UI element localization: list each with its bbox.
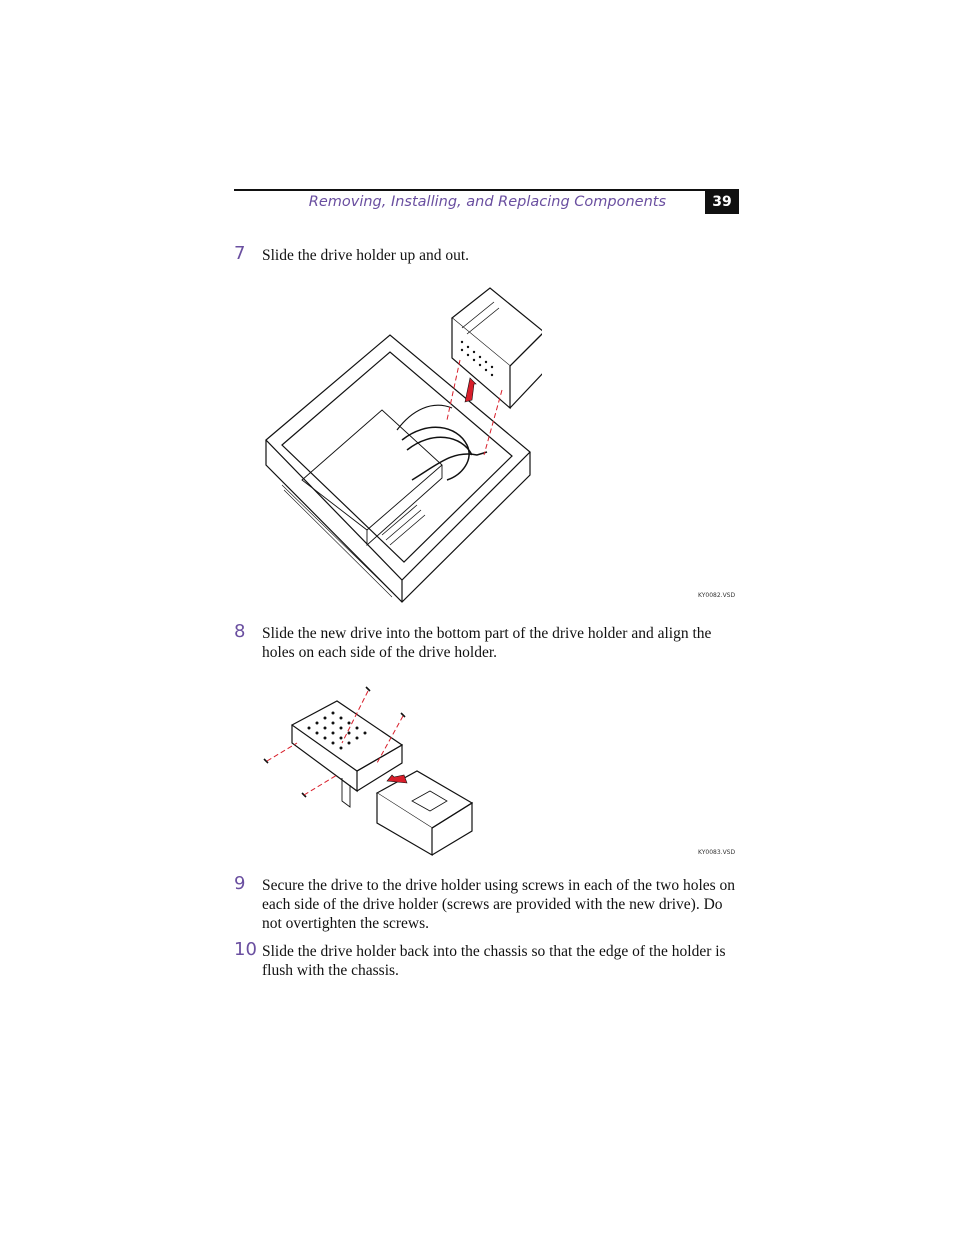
page-number: 39: [705, 191, 739, 214]
figure-label-ky0082: KY0082.VSD: [698, 592, 736, 599]
running-header-title: Removing, Installing, and Replacing Components: [308, 194, 666, 210]
step-number-8: 8: [234, 621, 246, 642]
step-text-9: Secure the drive to the drive holder using screws in each of the two holes on each side of the drive holder (screws are provided with the new drive). Do not overtighten the screws.: [262, 877, 736, 932]
header-rule: [234, 189, 739, 191]
step-text-7: Slide the drive holder up and out.: [262, 247, 470, 264]
figure-label-ky0083: KY0083.VSD: [698, 849, 736, 856]
step-number-10: 10: [234, 939, 257, 960]
figure-drive-into-holder: [262, 683, 477, 858]
step-number-7: 7: [234, 243, 246, 264]
step-text-8: Slide the new drive into the bottom part of the drive holder and align the holes on each side of the drive holder.: [262, 625, 712, 661]
step-text-10: Slide the drive holder back into the chassis so that the edge of the holder is flush with the chassis.: [262, 943, 726, 979]
step-number-9: 9: [234, 873, 246, 894]
figure-chassis-drive-holder: [262, 280, 542, 605]
